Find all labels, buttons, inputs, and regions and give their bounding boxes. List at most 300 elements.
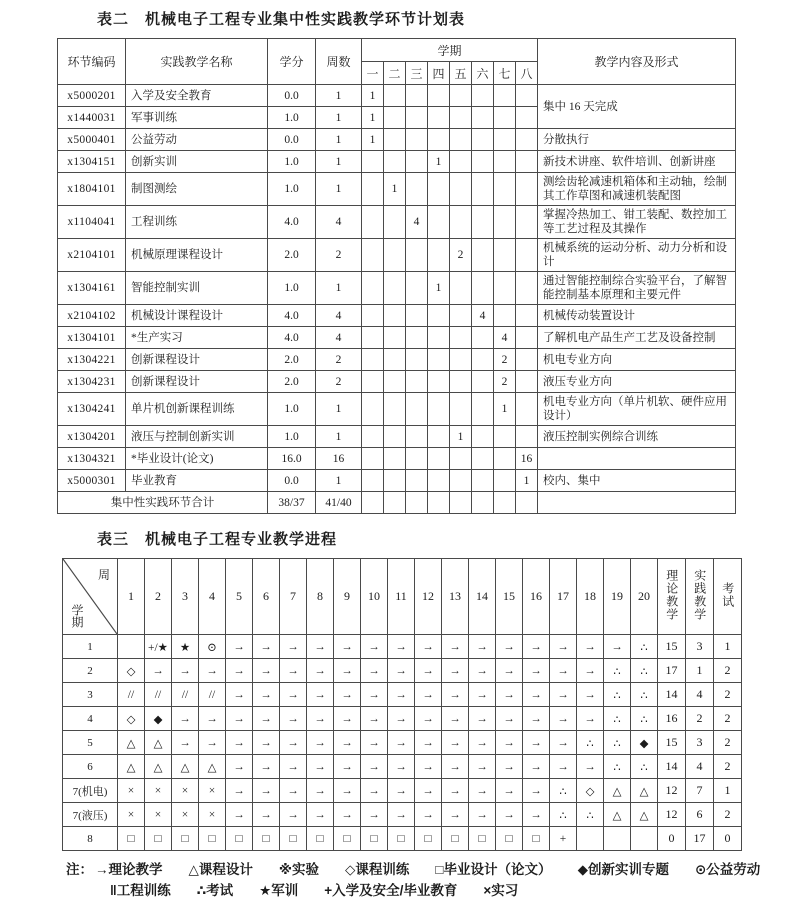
col-header-content: 教学内容及形式 xyxy=(538,39,736,85)
stat-value-cell: 14 xyxy=(658,683,686,707)
semester-row-label: 7(液压) xyxy=(63,803,118,827)
stat-value-cell: 2 xyxy=(714,755,742,779)
week-symbol-cell: → xyxy=(172,707,199,731)
week-symbol-cell: → xyxy=(415,659,442,683)
week-symbol-cell: → xyxy=(496,683,523,707)
semester-value-cell xyxy=(428,426,450,448)
course-code-cell: x1304241 xyxy=(58,393,126,426)
semester-value-cell: 4 xyxy=(494,327,516,349)
week-symbol-cell: // xyxy=(118,683,145,707)
semester-value-cell xyxy=(516,107,538,129)
week-symbol-cell: ∴ xyxy=(577,731,604,755)
table2-row xyxy=(58,173,736,206)
semester-number-header: 八 xyxy=(516,62,538,85)
semester-value-cell xyxy=(362,349,384,371)
stat-value-cell: 4 xyxy=(686,683,714,707)
semester-value-cell xyxy=(384,85,406,107)
week-symbol-cell: → xyxy=(307,755,334,779)
week-symbol-cell: → xyxy=(496,803,523,827)
content-cell xyxy=(538,448,736,470)
course-name-cell: 机械原理课程设计 xyxy=(126,239,268,272)
table2-row xyxy=(58,305,736,327)
stat-value-cell: 12 xyxy=(658,779,686,803)
legend-item: ‖工程训练 xyxy=(110,883,171,898)
stat-value-cell: 17 xyxy=(686,827,714,851)
semester-value-cell xyxy=(362,492,384,514)
semester-value-cell xyxy=(516,85,538,107)
table3-header-row xyxy=(63,559,742,635)
semester-value-cell: 16 xyxy=(516,448,538,470)
semester-value-cell: 1 xyxy=(428,272,450,305)
semester-value-cell xyxy=(450,129,472,151)
week-symbol-cell: ◆ xyxy=(145,707,172,731)
week-symbol-cell: ∴ xyxy=(604,731,631,755)
week-symbol-cell xyxy=(577,827,604,851)
week-symbol-cell: □ xyxy=(388,827,415,851)
week-symbol-cell: ∴ xyxy=(631,707,658,731)
credit-cell: 2.0 xyxy=(268,239,316,272)
stat-value-cell: 2 xyxy=(714,803,742,827)
table3-row xyxy=(63,707,742,731)
week-symbol-cell: → xyxy=(253,683,280,707)
table2-row xyxy=(58,470,736,492)
content-cell: 分散执行 xyxy=(538,129,736,151)
week-symbol-cell: → xyxy=(361,635,388,659)
week-number-header: 13 xyxy=(442,559,469,635)
week-symbol-cell: △ xyxy=(631,779,658,803)
semester-value-cell xyxy=(494,426,516,448)
course-code-cell: x1104041 xyxy=(58,206,126,239)
week-symbol-cell: △ xyxy=(631,803,658,827)
stat-value-cell: 1 xyxy=(686,659,714,683)
semester-value-cell xyxy=(472,448,494,470)
week-symbol-cell: ◇ xyxy=(577,779,604,803)
semester-value-cell xyxy=(406,272,428,305)
week-symbol-cell: → xyxy=(226,707,253,731)
week-symbol-cell: → xyxy=(280,683,307,707)
semester-value-cell xyxy=(472,151,494,173)
week-symbol-cell: × xyxy=(172,803,199,827)
semester-value-cell xyxy=(362,151,384,173)
week-symbol-cell: □ xyxy=(442,827,469,851)
week-symbol-cell: □ xyxy=(145,827,172,851)
table2-row xyxy=(58,206,736,239)
week-symbol-cell: △ xyxy=(145,731,172,755)
semester-value-cell xyxy=(472,272,494,305)
semester-value-cell xyxy=(472,492,494,514)
table2-row xyxy=(58,129,736,151)
semester-value-cell xyxy=(362,448,384,470)
week-symbol-cell: □ xyxy=(172,827,199,851)
legend xyxy=(66,859,799,901)
week-symbol-cell: → xyxy=(496,755,523,779)
content-cell: 液压专业方向 xyxy=(538,371,736,393)
week-symbol-cell: ◇ xyxy=(118,659,145,683)
week-symbol-cell: → xyxy=(334,659,361,683)
week-symbol-cell: → xyxy=(280,755,307,779)
week-number-header: 5 xyxy=(226,559,253,635)
semester-row-label: 3 xyxy=(63,683,118,707)
semester-value-cell xyxy=(384,448,406,470)
week-symbol-cell: → xyxy=(577,755,604,779)
stat-column-header xyxy=(686,559,714,635)
course-name-cell: 军事训练 xyxy=(126,107,268,129)
semester-value-cell xyxy=(472,129,494,151)
week-symbol-cell: → xyxy=(415,731,442,755)
week-symbol-cell: → xyxy=(442,755,469,779)
week-symbol-cell: → xyxy=(415,683,442,707)
week-symbol-cell: → xyxy=(199,707,226,731)
week-symbol-cell: → xyxy=(523,683,550,707)
course-code-cell: x5000401 xyxy=(58,129,126,151)
semester-number-header: 七 xyxy=(494,62,516,85)
credit-cell: 1.0 xyxy=(268,151,316,173)
weeks-cell: 1 xyxy=(316,426,362,448)
week-number-header: 12 xyxy=(415,559,442,635)
semester-value-cell xyxy=(428,327,450,349)
week-symbol-cell xyxy=(118,635,145,659)
week-symbol-cell: → xyxy=(496,707,523,731)
semester-value-cell xyxy=(450,371,472,393)
week-symbol-cell: → xyxy=(307,707,334,731)
week-symbol-cell: → xyxy=(253,755,280,779)
stat-column-label: 实践教学 xyxy=(692,568,707,621)
table2-row xyxy=(58,85,736,107)
semester-value-cell xyxy=(406,85,428,107)
course-code-cell: x1804101 xyxy=(58,173,126,206)
semester-value-cell xyxy=(384,107,406,129)
semester-value-cell xyxy=(428,470,450,492)
semester-value-cell xyxy=(428,85,450,107)
course-name-cell: 创新实训 xyxy=(126,151,268,173)
week-symbol-cell: → xyxy=(550,731,577,755)
stat-value-cell: 7 xyxy=(686,779,714,803)
semester-row-label: 2 xyxy=(63,659,118,683)
week-symbol-cell: → xyxy=(577,635,604,659)
semester-value-cell: 1 xyxy=(362,107,384,129)
semester-value-cell: 2 xyxy=(494,349,516,371)
semester-value-cell xyxy=(384,239,406,272)
stat-value-cell: 2 xyxy=(714,683,742,707)
week-symbol-cell: → xyxy=(361,659,388,683)
week-symbol-cell: → xyxy=(388,755,415,779)
week-symbol-cell: → xyxy=(280,803,307,827)
week-symbol-cell: → xyxy=(469,755,496,779)
week-symbol-cell: + xyxy=(550,827,577,851)
credit-cell: 1.0 xyxy=(268,272,316,305)
semester-value-cell xyxy=(384,206,406,239)
table2-header-row-1 xyxy=(58,39,736,62)
semester-value-cell xyxy=(362,371,384,393)
col-header-code: 环节编码 xyxy=(58,39,126,85)
week-symbol-cell: → xyxy=(442,635,469,659)
credit-cell: 1.0 xyxy=(268,426,316,448)
semester-value-cell xyxy=(472,107,494,129)
table2-row xyxy=(58,426,736,448)
semester-value-cell xyxy=(406,151,428,173)
week-symbol-cell: △ xyxy=(118,755,145,779)
total-credit-cell: 38/37 xyxy=(268,492,316,514)
content-cell: 机械传动装置设计 xyxy=(538,305,736,327)
week-symbol-cell: → xyxy=(388,683,415,707)
credit-cell: 4.0 xyxy=(268,206,316,239)
legend-item: +入学及安全/毕业教育 xyxy=(324,883,458,898)
semester-row-label: 1 xyxy=(63,635,118,659)
content-cell: 了解机电产品生产工艺及设备控制 xyxy=(538,327,736,349)
week-symbol-cell xyxy=(631,827,658,851)
stat-value-cell: 14 xyxy=(658,755,686,779)
stat-value-cell: 12 xyxy=(658,803,686,827)
week-symbol-cell: → xyxy=(415,779,442,803)
week-symbol-cell: → xyxy=(577,707,604,731)
week-symbol-cell: → xyxy=(523,779,550,803)
table2-row xyxy=(58,371,736,393)
stat-column-header xyxy=(658,559,686,635)
week-symbol-cell: → xyxy=(469,803,496,827)
semester-value-cell xyxy=(450,448,472,470)
legend-item: ◇课程训练 xyxy=(345,862,410,877)
semester-value-cell xyxy=(362,393,384,426)
credit-cell: 4.0 xyxy=(268,305,316,327)
course-name-cell: 创新课程设计 xyxy=(126,371,268,393)
semester-number-header: 四 xyxy=(428,62,450,85)
content-cell: 机电专业方向（单片机软、硬件应用设计） xyxy=(538,393,736,426)
week-symbol-cell: → xyxy=(307,779,334,803)
week-symbol-cell: □ xyxy=(523,827,550,851)
credit-cell: 0.0 xyxy=(268,470,316,492)
week-symbol-cell: △ xyxy=(199,755,226,779)
stat-column-label: 考试 xyxy=(720,581,735,608)
semester-value-cell xyxy=(384,305,406,327)
corner-label-week: 周 xyxy=(97,568,110,582)
week-symbol-cell: → xyxy=(253,707,280,731)
week-symbol-cell: → xyxy=(523,731,550,755)
stat-value-cell: 15 xyxy=(658,635,686,659)
semester-value-cell xyxy=(428,448,450,470)
table3-row xyxy=(63,683,742,707)
semester-value-cell xyxy=(516,173,538,206)
week-symbol-cell: → xyxy=(361,755,388,779)
week-symbol-cell: → xyxy=(361,707,388,731)
semester-number-header: 三 xyxy=(406,62,428,85)
weeks-cell: 2 xyxy=(316,349,362,371)
week-symbol-cell: → xyxy=(253,803,280,827)
stat-value-cell: 3 xyxy=(686,731,714,755)
semester-value-cell xyxy=(516,129,538,151)
semester-value-cell xyxy=(494,239,516,272)
semester-value-cell xyxy=(428,492,450,514)
weeks-cell: 1 xyxy=(316,173,362,206)
week-symbol-cell: ∴ xyxy=(550,779,577,803)
week-symbol-cell: ∴ xyxy=(631,659,658,683)
week-symbol-cell: → xyxy=(496,731,523,755)
stat-value-cell: 2 xyxy=(714,659,742,683)
week-symbol-cell: ◆ xyxy=(631,731,658,755)
stat-value-cell: 1 xyxy=(714,779,742,803)
semester-value-cell xyxy=(428,393,450,426)
semester-value-cell xyxy=(406,470,428,492)
course-code-cell: x1304321 xyxy=(58,448,126,470)
week-symbol-cell: → xyxy=(388,803,415,827)
week-symbol-cell: △ xyxy=(145,755,172,779)
course-code-cell: x1304221 xyxy=(58,349,126,371)
semester-value-cell xyxy=(450,206,472,239)
week-symbol-cell: × xyxy=(199,779,226,803)
week-symbol-cell: → xyxy=(388,707,415,731)
semester-value-cell xyxy=(384,371,406,393)
week-number-header: 7 xyxy=(280,559,307,635)
semester-value-cell xyxy=(516,206,538,239)
semester-value-cell xyxy=(384,492,406,514)
legend-prefix: 注： xyxy=(66,862,93,877)
col-header-weeks: 周数 xyxy=(316,39,362,85)
credit-cell: 1.0 xyxy=(268,393,316,426)
week-symbol-cell: // xyxy=(172,683,199,707)
content-cell: 机械系统的运动分析、动力分析和设计 xyxy=(538,239,736,272)
semester-value-cell xyxy=(362,239,384,272)
weeks-cell: 4 xyxy=(316,206,362,239)
week-symbol-cell: → xyxy=(199,731,226,755)
semester-value-cell xyxy=(384,393,406,426)
col-header-name: 实践教学名称 xyxy=(126,39,268,85)
content-cell: 通过智能控制综合实验平台，了解智能控制基本原理和主要元件 xyxy=(538,272,736,305)
stat-column-label: 理论教学 xyxy=(664,568,679,621)
semester-value-cell xyxy=(494,470,516,492)
course-name-cell: 创新课程设计 xyxy=(126,349,268,371)
semester-value-cell xyxy=(428,305,450,327)
semester-value-cell xyxy=(472,426,494,448)
weeks-cell: 2 xyxy=(316,239,362,272)
week-symbol-cell: □ xyxy=(253,827,280,851)
semester-value-cell xyxy=(472,371,494,393)
course-code-cell: x1304161 xyxy=(58,272,126,305)
table2-body xyxy=(58,85,736,514)
legend-item: △课程设计 xyxy=(188,862,253,877)
course-name-cell: 制图测绘 xyxy=(126,173,268,206)
semester-value-cell xyxy=(362,470,384,492)
week-symbol-cell: → xyxy=(442,803,469,827)
semester-value-cell xyxy=(406,426,428,448)
week-symbol-cell: → xyxy=(469,707,496,731)
week-symbol-cell: ∴ xyxy=(631,755,658,779)
stat-value-cell: 2 xyxy=(714,731,742,755)
semester-value-cell xyxy=(406,239,428,272)
week-symbol-cell: → xyxy=(469,731,496,755)
week-symbol-cell: △ xyxy=(172,755,199,779)
week-symbol-cell: → xyxy=(307,731,334,755)
table2-row xyxy=(58,239,736,272)
semester-value-cell xyxy=(450,470,472,492)
week-symbol-cell: → xyxy=(604,635,631,659)
week-symbol-cell: → xyxy=(307,659,334,683)
semester-value-cell xyxy=(494,305,516,327)
week-symbol-cell: → xyxy=(199,659,226,683)
semester-value-cell xyxy=(362,426,384,448)
course-code-cell: x1304101 xyxy=(58,327,126,349)
weeks-cell: 1 xyxy=(316,272,362,305)
stat-value-cell: 3 xyxy=(686,635,714,659)
semester-value-cell xyxy=(406,371,428,393)
stat-value-cell: 6 xyxy=(686,803,714,827)
week-symbol-cell: → xyxy=(523,707,550,731)
semester-value-cell xyxy=(384,272,406,305)
table2-header xyxy=(58,39,736,85)
semester-value-cell xyxy=(472,239,494,272)
week-symbol-cell: → xyxy=(388,659,415,683)
course-name-cell: 入学及安全教育 xyxy=(126,85,268,107)
week-number-header: 17 xyxy=(550,559,577,635)
table2-row xyxy=(58,349,736,371)
semester-value-cell xyxy=(406,393,428,426)
semester-value-cell xyxy=(406,129,428,151)
credit-cell: 1.0 xyxy=(268,173,316,206)
week-symbol-cell: → xyxy=(226,779,253,803)
semester-value-cell: 1 xyxy=(384,173,406,206)
semester-value-cell xyxy=(516,272,538,305)
week-symbol-cell: → xyxy=(226,731,253,755)
content-cell: 机电专业方向 xyxy=(538,349,736,371)
credit-cell: 1.0 xyxy=(268,107,316,129)
semester-value-cell xyxy=(384,470,406,492)
course-name-cell: 公益劳动 xyxy=(126,129,268,151)
table2-row xyxy=(58,272,736,305)
week-symbol-cell: → xyxy=(226,755,253,779)
total-weeks-cell: 41/40 xyxy=(316,492,362,514)
semester-value-cell xyxy=(450,272,472,305)
week-symbol-cell: × xyxy=(172,779,199,803)
week-symbol-cell: → xyxy=(253,635,280,659)
semester-value-cell xyxy=(406,327,428,349)
semester-value-cell xyxy=(494,272,516,305)
semester-value-cell xyxy=(494,107,516,129)
semester-value-cell xyxy=(384,426,406,448)
week-symbol-cell: → xyxy=(442,683,469,707)
content-cell: 测绘齿轮减速机箱体和主动轴，绘制其工作草图和减速机装配图 xyxy=(538,173,736,206)
credit-cell: 2.0 xyxy=(268,349,316,371)
week-symbol-cell: → xyxy=(334,635,361,659)
week-symbol-cell: // xyxy=(199,683,226,707)
semester-value-cell xyxy=(362,305,384,327)
credit-cell: 0.0 xyxy=(268,85,316,107)
weeks-cell: 1 xyxy=(316,470,362,492)
semester-row-label: 4 xyxy=(63,707,118,731)
semester-value-cell xyxy=(516,151,538,173)
semester-value-cell xyxy=(472,393,494,426)
semester-value-cell: 2 xyxy=(494,371,516,393)
week-symbol-cell: ∴ xyxy=(631,683,658,707)
semester-value-cell: 4 xyxy=(406,206,428,239)
week-symbol-cell: → xyxy=(334,731,361,755)
week-symbol-cell: → xyxy=(253,731,280,755)
semester-row-label: 6 xyxy=(63,755,118,779)
week-symbol-cell: → xyxy=(361,779,388,803)
semester-value-cell xyxy=(516,349,538,371)
semester-row-label: 8 xyxy=(63,827,118,851)
week-number-header: 20 xyxy=(631,559,658,635)
semester-value-cell xyxy=(428,349,450,371)
stat-column-header xyxy=(714,559,742,635)
table2-row xyxy=(58,151,736,173)
semester-value-cell: 1 xyxy=(450,426,472,448)
week-symbol-cell: → xyxy=(496,635,523,659)
week-symbol-cell: → xyxy=(415,755,442,779)
course-code-cell: x1440031 xyxy=(58,107,126,129)
week-symbol-cell: → xyxy=(550,755,577,779)
week-symbol-cell: → xyxy=(577,659,604,683)
week-symbol-cell: ★ xyxy=(172,635,199,659)
semester-value-cell xyxy=(362,327,384,349)
semester-value-cell xyxy=(450,393,472,426)
